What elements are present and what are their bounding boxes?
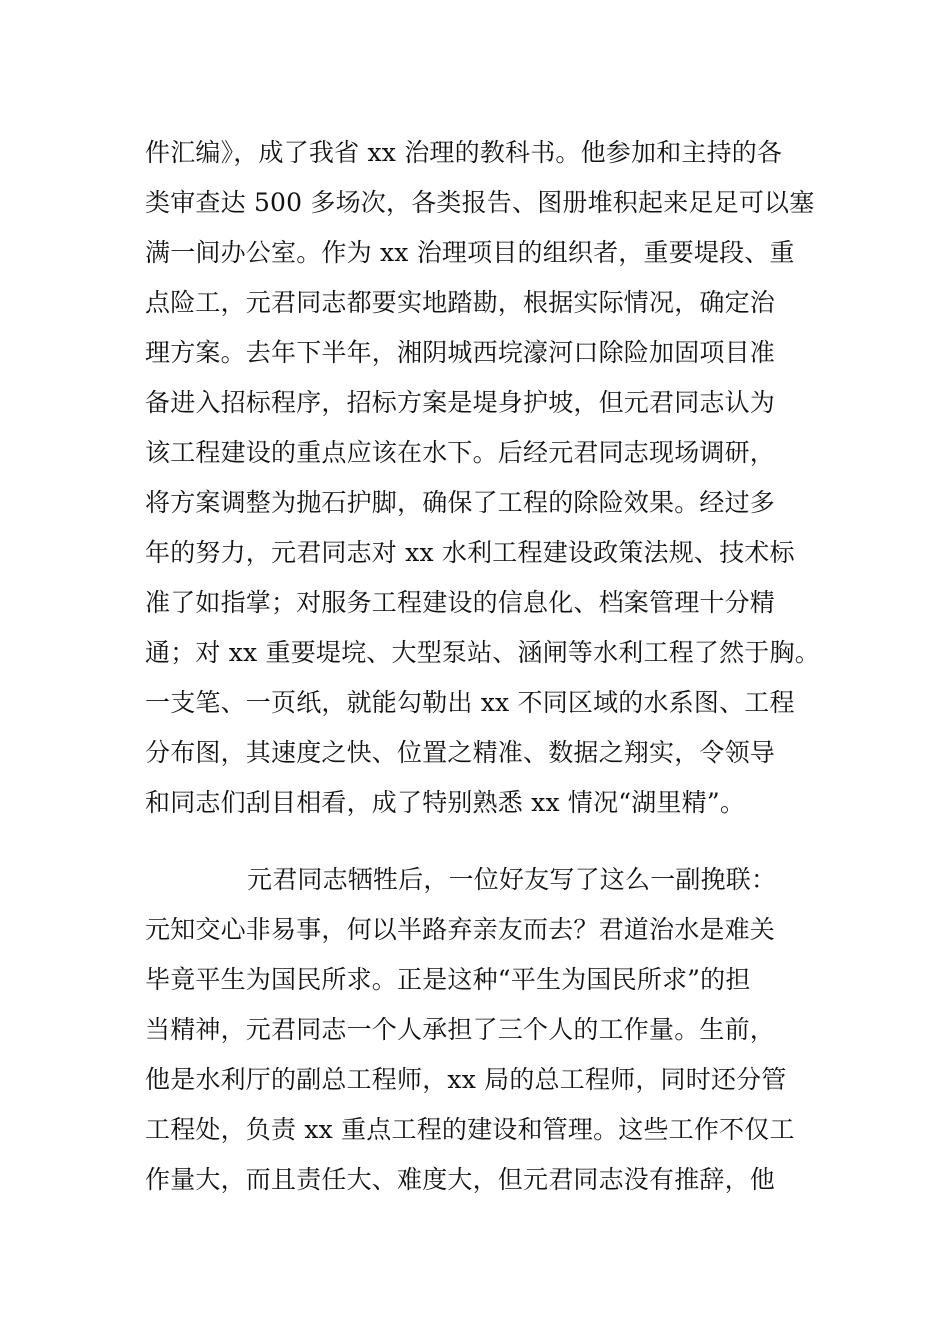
text-line: 分布图，其速度之快、位置之精准、数据之翔实，令领导 [145,738,776,767]
text-line: 年的努力，元君同志对 xx 水利工程建设政策法规、技术标 [145,538,795,567]
text-line: 通；对 xx 重要堤垸、大型泵站、涵闸等水利工程了然于胸。 [145,638,820,667]
text-line: 工程处，负责 xx 重点工程的建设和管理。这些工作不仅工 [145,1115,795,1144]
text-line: 该工程建设的重点应该在水下。后经元君同志现场调研， [145,438,776,467]
text-line: 和同志们刮目相看，成了特别熟悉 xx 情况“湖里精”。 [145,788,746,817]
text-line-indented: 元君同志牺牲后，一位好友写了这么一副挽联： [247,865,777,894]
text-line: 一支笔、一页纸，就能勾勒出 xx 不同区域的水系图、工程 [145,688,795,717]
text-line: 将方案调整为抛石护脚，确保了工程的除险效果。经过多 [145,488,776,517]
paragraph-1 [145,128,825,828]
text-line: 满一间办公室。作为 xx 治理项目的组织者，重要堤段、重 [145,238,795,267]
text-line: 准了如指掌；对服务工程建设的信息化、档案管理十分精 [145,588,776,617]
text-line: 件汇编》，成了我省 xx 治理的教科书。他参加和主持的各 [145,138,783,167]
text-line: 毕竟平生为国民所求。正是这种“平生为国民所求”的担 [145,965,751,994]
text-line: 当精神，元君同志一个人承担了三个人的工作量。生前， [145,1015,776,1044]
text-line: 类审查达 500 多场次，各类报告、图册堆积起来足足可以塞 [145,188,815,217]
text-line: 作量大，而且责任大、难度大，但元君同志没有推辞，他 [145,1165,776,1194]
text-line: 点险工，元君同志都要实地踏勘，根据实际情况，确定治 [145,288,776,317]
text-line: 元知交心非易事，何以半路弃亲友而去？君道治水是难关 [145,915,776,944]
text-line: 他是水利厅的副总工程师，xx 局的总工程师，同时还分管 [145,1065,787,1094]
paragraph-2 [145,855,825,1205]
text-line: 备进入招标程序，招标方案是堤身护坡，但元君同志认为 [145,388,776,417]
text-line: 理方案。去年下半年，湘阴城西垸濠河口除险加固项目准 [145,338,776,367]
